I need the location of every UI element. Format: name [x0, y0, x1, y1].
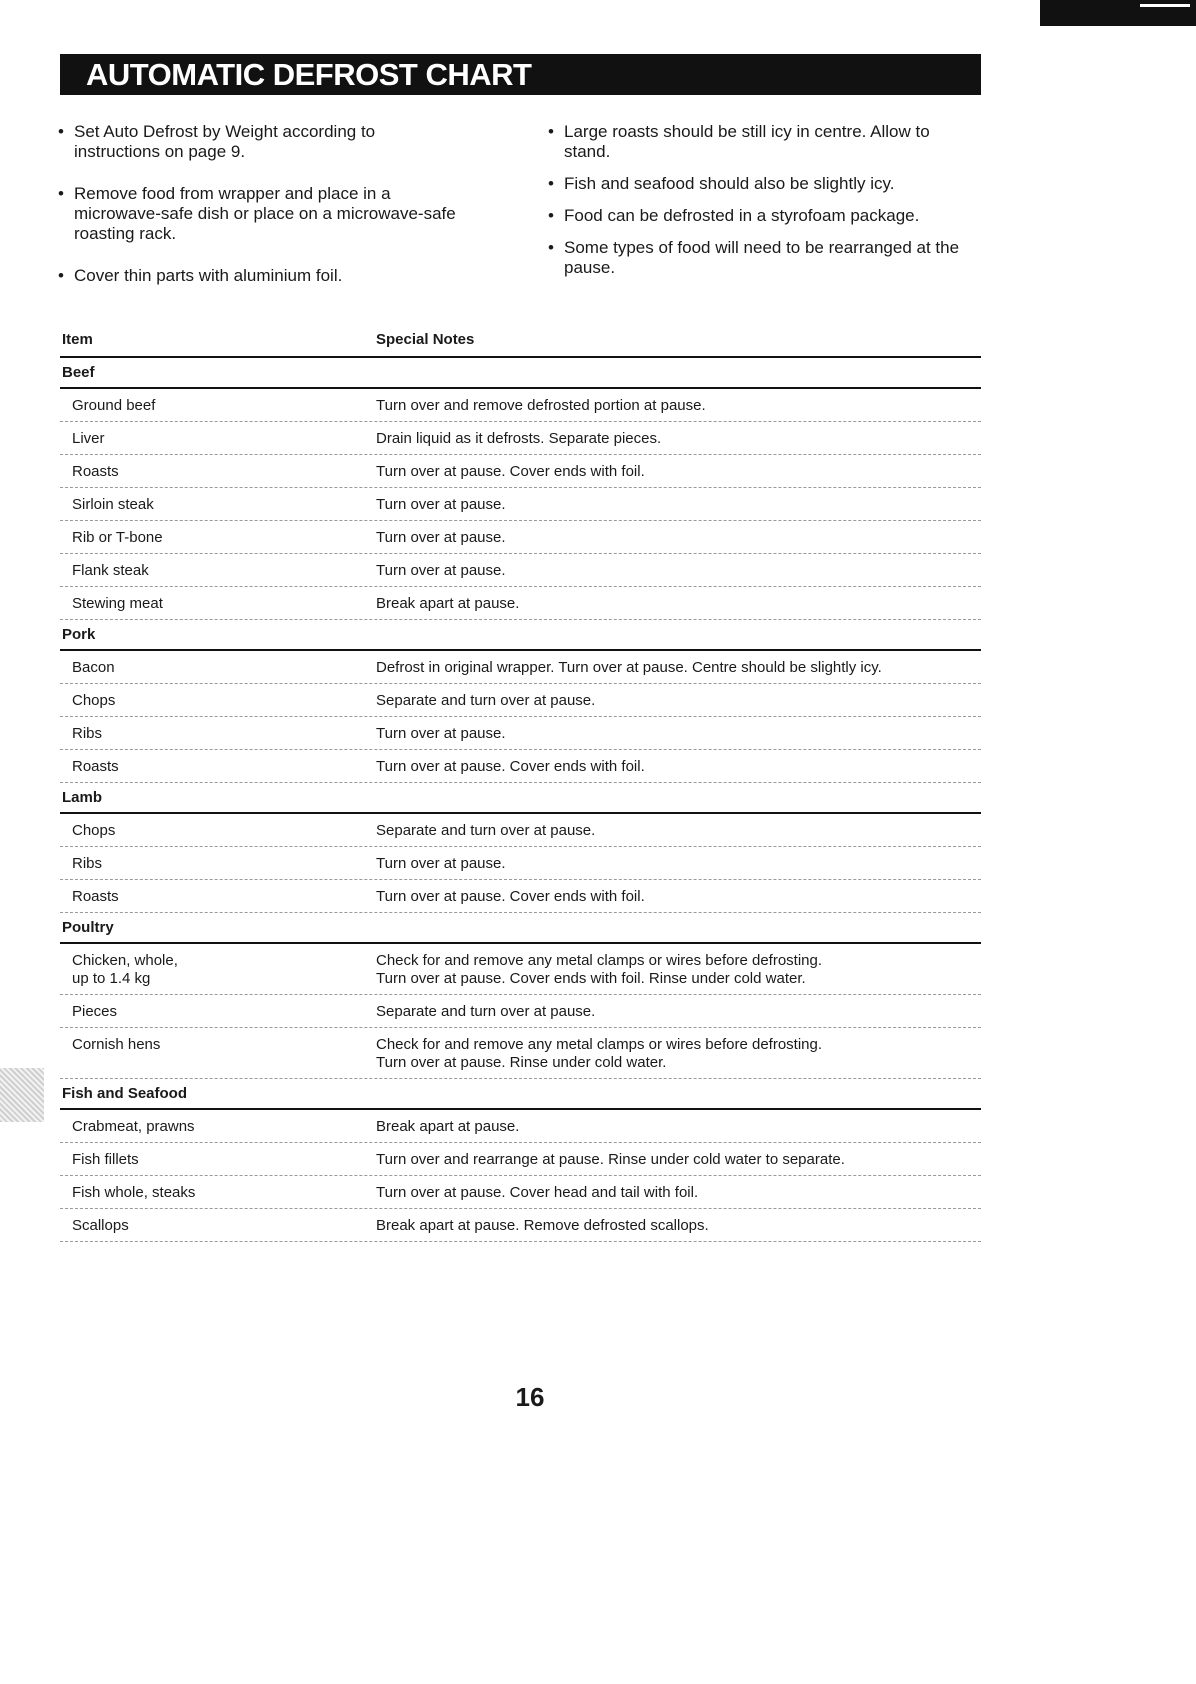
table-row — [60, 1143, 981, 1176]
row-item: Ribs — [72, 725, 103, 742]
row-note: Separate and turn over at pause. — [376, 1003, 596, 1020]
category-heading: Poultry — [60, 913, 981, 944]
table-row — [60, 880, 981, 913]
row-note: Break apart at pause. — [376, 595, 520, 612]
page-number: 16 — [515, 1382, 545, 1412]
table-row — [60, 814, 981, 847]
intro-bullet: • Food can be defrosted in a styrofoam package. — [548, 206, 968, 226]
row-note: Turn over at pause. Cover head and tail with foil. — [376, 1184, 699, 1201]
row-note: Turn over at pause. — [376, 855, 506, 872]
table-row — [60, 717, 981, 750]
row-note: Check for and remove any metal clamps or wires before defrosting. Turn over at pause. Cover ends with foil. Rinse under cold water. — [376, 952, 823, 987]
category-heading: Pork — [60, 620, 981, 651]
row-note: Turn over at pause. Cover ends with foil. — [376, 888, 645, 905]
table-row — [60, 521, 981, 554]
table-row — [60, 488, 981, 521]
table-row — [60, 1110, 981, 1143]
row-item: Ground beef — [72, 397, 156, 414]
row-note: Turn over at pause. — [376, 529, 506, 546]
category-heading: Fish and Seafood — [60, 1079, 981, 1110]
row-item: Pieces — [72, 1003, 118, 1020]
row-note: Defrost in original wrapper. Turn over at pause. Centre should be slightly icy. — [376, 659, 882, 676]
row-item: Crabmeat, prawns — [72, 1118, 195, 1135]
row-note: Turn over and remove defrosted portion at pause. — [376, 397, 706, 414]
intro-left-column — [58, 122, 458, 308]
category-heading: Lamb — [60, 783, 981, 814]
row-note: Drain liquid as it defrosts. Separate pieces. — [376, 430, 662, 447]
table-row — [60, 389, 981, 422]
intro-right-column — [548, 122, 968, 290]
intro-bullet: • Cover thin parts with aluminium foil. — [58, 266, 458, 286]
row-note: Check for and remove any metal clamps or wires before defrosting. Turn over at pause. Rinse under cold water. — [376, 1036, 823, 1071]
intro-bullet: • Some types of food will need to be rearranged at the pause. — [548, 238, 968, 278]
row-item: Rib or T-bone — [72, 529, 163, 546]
column-header-item: Item — [62, 331, 93, 348]
row-item: Sirloin steak — [72, 496, 154, 513]
table-row — [60, 944, 981, 995]
row-item: Chops — [72, 822, 116, 839]
column-header-notes: Special Notes — [376, 331, 475, 348]
row-item: Roasts — [72, 758, 119, 775]
page-title: AUTOMATIC DEFROST CHART — [60, 54, 981, 95]
row-note: Turn over and rearrange at pause. Rinse under cold water to separate. — [376, 1151, 845, 1168]
row-note: Turn over at pause. Cover ends with foil. — [376, 463, 645, 480]
table-row — [60, 587, 981, 620]
row-note: Turn over at pause. — [376, 562, 506, 579]
row-item: Chicken, whole, up to 1.4 kg — [72, 952, 178, 987]
intro-bullet: • Fish and seafood should also be slightly icy. — [548, 174, 968, 194]
row-note: Separate and turn over at pause. — [376, 692, 596, 709]
row-note: Separate and turn over at pause. — [376, 822, 596, 839]
intro-bullet: • Set Auto Defrost by Weight according to instructions on page 9. — [58, 122, 458, 162]
table-row — [60, 455, 981, 488]
row-note: Break apart at pause. — [376, 1118, 520, 1135]
row-item: Roasts — [72, 463, 119, 480]
table-row — [60, 554, 981, 587]
table-row — [60, 422, 981, 455]
table-row — [60, 684, 981, 717]
side-scan-mark — [0, 1068, 44, 1122]
row-note: Turn over at pause. — [376, 496, 506, 513]
row-note: Turn over at pause. Cover ends with foil. — [376, 758, 645, 775]
category-heading: Beef — [60, 358, 981, 389]
row-item: Bacon — [72, 659, 115, 676]
table-row — [60, 651, 981, 684]
row-note: Turn over at pause. — [376, 725, 506, 742]
table-row — [60, 995, 981, 1028]
intro-bullet: • Large roasts should be still icy in centre. Allow to stand. — [548, 122, 968, 162]
row-item: Roasts — [72, 888, 119, 905]
defrost-table — [60, 358, 981, 1242]
row-item: Chops — [72, 692, 116, 709]
row-item: Stewing meat — [72, 595, 163, 612]
table-row — [60, 847, 981, 880]
table-row — [60, 1176, 981, 1209]
row-item: Ribs — [72, 855, 103, 872]
row-item: Flank steak — [72, 562, 149, 579]
table-row — [60, 1209, 981, 1242]
table-header — [60, 330, 981, 358]
row-note: Break apart at pause. Remove defrosted scallops. — [376, 1217, 709, 1234]
corner-tab-mark — [1040, 0, 1196, 26]
intro-bullet: • Remove food from wrapper and place in a microwave-safe dish or place on a microwave-safe roasting rack. — [58, 184, 458, 244]
row-item: Fish fillets — [72, 1151, 139, 1168]
table-row — [60, 750, 981, 783]
row-item: Liver — [72, 430, 105, 447]
row-item: Fish whole, steaks — [72, 1184, 196, 1201]
row-item: Cornish hens — [72, 1036, 161, 1053]
table-row — [60, 1028, 981, 1079]
row-item: Scallops — [72, 1217, 129, 1234]
